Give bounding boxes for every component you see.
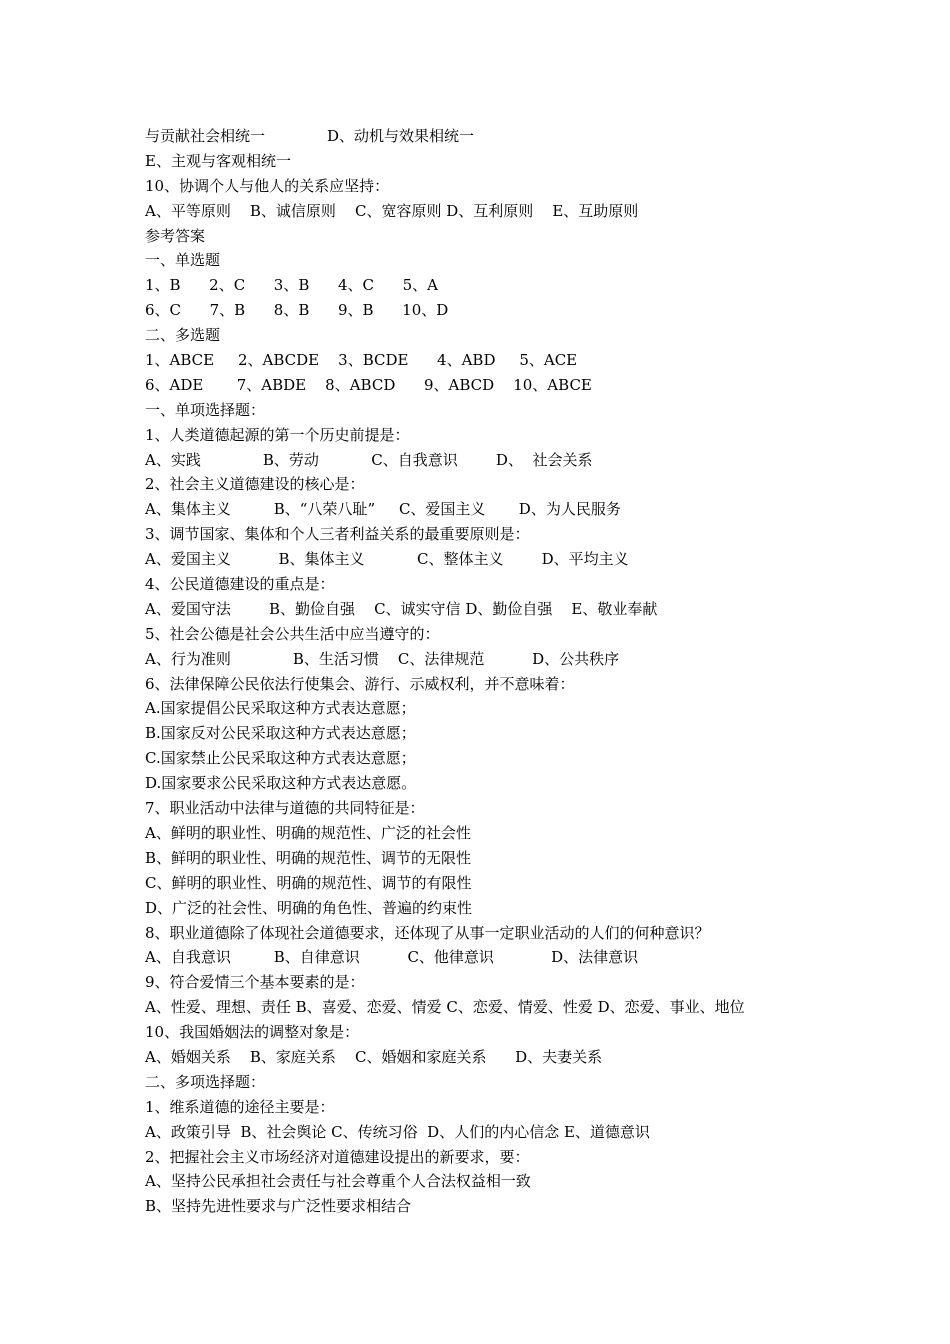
options-line: A.国家提倡公民采取这种方式表达意愿； <box>145 699 416 718</box>
question-line: 1、人类道德起源的第一个历史前提是： <box>145 425 410 444</box>
options-line: A、集体主义 B、“八荣八耻” C、爱国主义 D、为人民服务 <box>145 500 621 519</box>
options-line: D.国家要求公民采取这种方式表达意愿。 <box>145 774 417 793</box>
text-line: E、主观与客观相统一 <box>145 151 291 170</box>
question-line: 10、我国婚姻法的调整对象是： <box>145 1023 360 1042</box>
options-line: C.国家禁止公民采取这种方式表达意愿； <box>145 749 416 768</box>
options-line: A、爱国主义 B、集体主义 C、整体主义 D、平均主义 <box>145 550 629 569</box>
options-line: A、政策引导 B、社会舆论 C、传统习俗 D、人们的内心信念 E、道德意识 <box>145 1122 650 1141</box>
question-line: 1、维系道德的途径主要是： <box>145 1097 335 1116</box>
section-heading: 二、多项选择题： <box>145 1072 266 1091</box>
answer-line: 6、C 7、B 8、B 9、B 10、D <box>145 301 449 320</box>
options-line: A、实践 B、劳动 C、自我意识 D、 社会关系 <box>145 450 593 469</box>
options-line: A、自我意识 B、自律意识 C、他律意识 D、法律意识 <box>145 948 639 967</box>
answer-line: 1、ABCE 2、ABCDE 3、BCDE 4、ABD 5、ACE <box>145 351 578 370</box>
options-line: B、坚持先进性要求与广泛性要求相结合 <box>145 1197 412 1216</box>
question-line: 9、符合爱情三个基本要素的是： <box>145 973 365 992</box>
options-line: A、坚持公民承担社会责任与社会尊重个人合法权益相一致 <box>145 1172 531 1191</box>
options-line: A、婚姻关系 B、家庭关系 C、婚姻和家庭关系 D、夫妻关系 <box>145 1047 603 1066</box>
text-line: A、平等原则 B、诚信原则 C、宽容原则 D、互利原则 E、互助原则 <box>145 201 639 220</box>
document-body <box>145 124 925 1219</box>
section-heading: 二、多选题 <box>145 326 221 345</box>
question-line: 2、社会主义道德建设的核心是： <box>145 475 365 494</box>
options-line: B、鲜明的职业性、明确的规范性、调节的无限性 <box>145 848 472 867</box>
section-heading: 一、单选题 <box>145 251 221 270</box>
options-line: A、行为准则 B、生活习惯 C、法律规范 D、公共秩序 <box>145 649 620 668</box>
question-line: 2、把握社会主义市场经济对道德建设提出的新要求，要： <box>145 1147 530 1166</box>
options-line: C、鲜明的职业性、明确的规范性、调节的有限性 <box>145 873 472 892</box>
section-heading: 参考答案 <box>145 226 206 245</box>
answer-line: 6、ADE 7、ABDE 8、ABCD 9、ABCD 10、ABCE <box>145 375 592 394</box>
options-line: A、爱国守法 B、勤俭自强 C、诚实守信 D、勤俭自强 E、敬业奉献 <box>145 599 658 618</box>
options-line: D、广泛的社会性、明确的角色性、普遍的约束性 <box>145 898 473 917</box>
question-line: 8、职业道德除了体现社会道德要求，还体现了从事一定职业活动的人们的何种意识？ <box>145 923 710 942</box>
question-line: 5、社会公德是社会公共生活中应当遵守的： <box>145 624 440 643</box>
options-line: B.国家反对公民采取这种方式表达意愿； <box>145 724 416 743</box>
options-line: A、鲜明的职业性、明确的规范性、广泛的社会性 <box>145 823 471 842</box>
question-line: 3、调节国家、集体和个人三者利益关系的最重要原则是： <box>145 525 530 544</box>
section-heading: 一、单项选择题： <box>145 400 266 419</box>
question-line: 6、法律保障公民依法行使集会、游行、示威权利，并不意味着： <box>145 674 575 693</box>
answer-line: 1、B 2、C 3、B 4、C 5、A <box>145 276 438 295</box>
question-line: 4、公民道德建设的重点是： <box>145 575 335 594</box>
question-line: 7、职业活动中法律与道德的共同特征是： <box>145 799 425 818</box>
options-line: A、性爱、理想、责任 B、喜爱、恋爱、情爱 C、恋爱、情爱、性爱 D、恋爱、事业、地位 <box>145 998 745 1017</box>
text-line: 与贡献社会相统一 D、动机与效果相统一 <box>145 127 475 145</box>
text-line: 10、协调个人与他人的关系应坚持： <box>145 176 390 195</box>
